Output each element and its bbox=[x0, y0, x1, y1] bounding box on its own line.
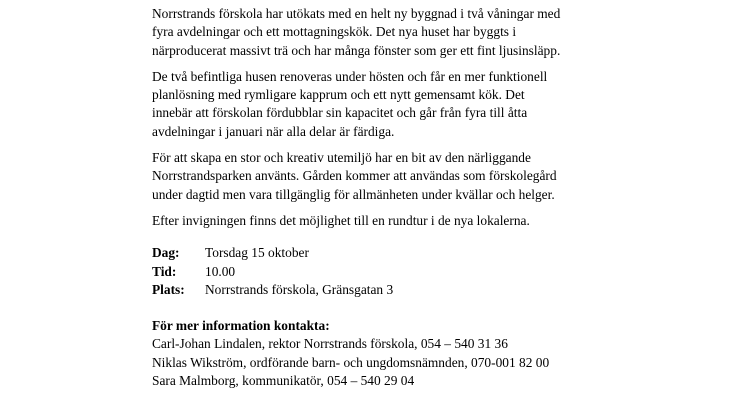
paragraph-line: Norrstrands förskola har utökats med en helt ny byggnad i två våningar med bbox=[152, 6, 561, 21]
detail-label: Dag: bbox=[152, 245, 180, 261]
contact-line: Carl-Johan Lindalen, rektor Norrstrands förskola, 054 – 540 31 36 bbox=[152, 336, 508, 352]
detail-value: 10.00 bbox=[205, 263, 236, 279]
detail-label: Plats: bbox=[152, 281, 185, 297]
document-page bbox=[152, 5, 622, 390]
detail-row-day bbox=[152, 244, 622, 262]
paragraph-line: Norrstrandsparken använts. Gården kommer att användas som förskolegård bbox=[152, 168, 557, 184]
paragraph-line: under dagtid men vara tillgänglig för allmänheten under kvällar och helger. bbox=[152, 186, 555, 202]
detail-value: Torsdag 15 oktober bbox=[205, 245, 309, 261]
paragraph-renovation bbox=[152, 68, 622, 141]
paragraph-line: närproducerat massivt trä och har många fönster som ger ett fint ljusinsläpp. bbox=[152, 42, 561, 58]
paragraph-outdoor bbox=[152, 149, 622, 204]
detail-value: Norrstrands förskola, Gränsgatan 3 bbox=[205, 281, 394, 297]
contact-heading: För mer information kontakta: bbox=[152, 318, 330, 334]
contact-line: Sara Malmborg, kommunikatör, 054 – 540 29 04 bbox=[152, 373, 415, 389]
paragraph-tour bbox=[152, 212, 622, 230]
event-details bbox=[152, 244, 622, 299]
paragraph-line: innebär att förskolan fördubblar sin kapacitet och går från fyra till åtta bbox=[152, 105, 528, 121]
detail-row-place bbox=[152, 281, 622, 299]
detail-row-time bbox=[152, 263, 622, 281]
paragraph-line: planlösning med rymligare kapprum och ett nytt gemensamt kök. Det bbox=[152, 87, 525, 103]
contact-block bbox=[152, 317, 622, 390]
paragraph-new-building bbox=[152, 5, 622, 60]
detail-label: Tid: bbox=[152, 263, 177, 279]
paragraph-line: fyra avdelningar och ett mottagningskök. Det nya huset har byggts i bbox=[152, 24, 517, 40]
paragraph-line: De två befintliga husen renoveras under hösten och får en mer funktionell bbox=[152, 68, 548, 84]
paragraph-line: avdelningar i januari när alla delar är färdiga. bbox=[152, 123, 395, 139]
contact-line: Niklas Wikström, ordförande barn- och ungdomsnämnden, 070-001 82 00 bbox=[152, 354, 550, 370]
paragraph-line: För att skapa en stor och kreativ utemiljö har en bit av den närliggande bbox=[152, 150, 531, 166]
paragraph-line: Efter invigningen finns det möjlighet till en rundtur i de nya lokalerna. bbox=[152, 212, 530, 228]
